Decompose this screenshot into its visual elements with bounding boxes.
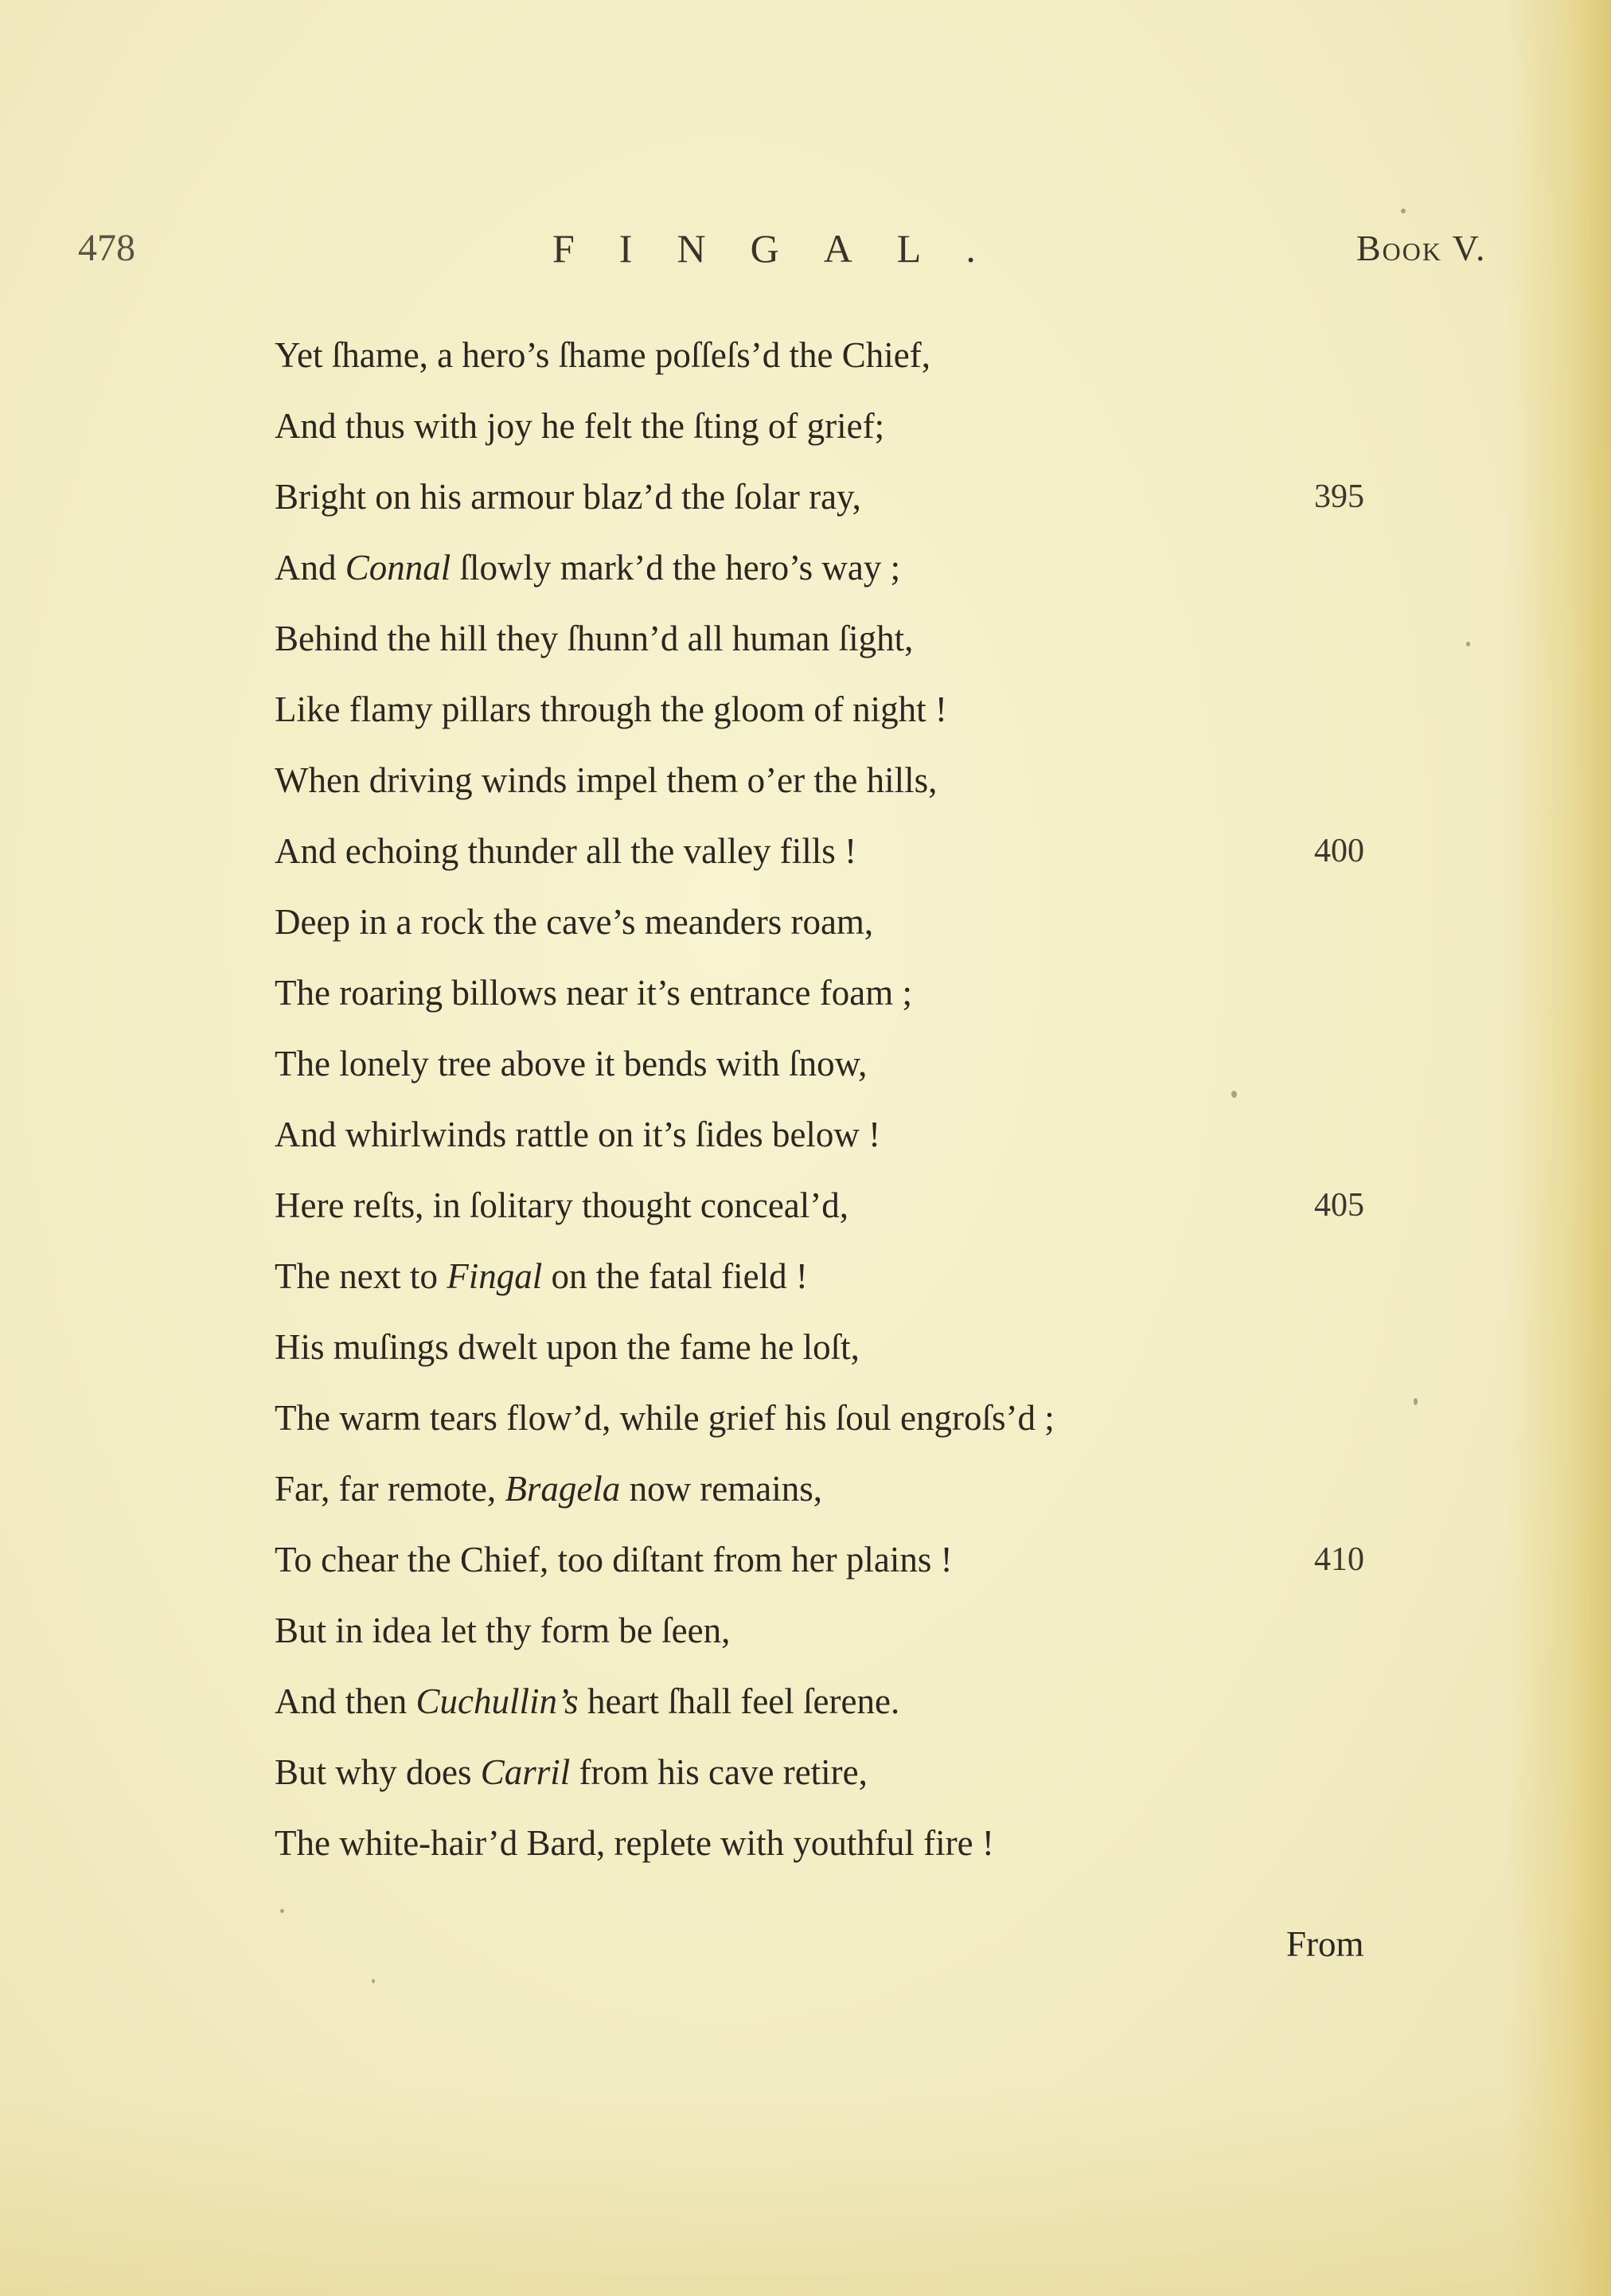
text-segment: But why does	[275, 1752, 481, 1792]
text-segment: To chear the Chief, too diſtant from her plains !	[275, 1540, 953, 1579]
verse-line-text	[275, 674, 947, 745]
verse-line	[275, 1595, 1405, 1666]
ink-speck	[1231, 1091, 1237, 1098]
verse-line	[275, 745, 1405, 816]
line-number: 405	[1314, 1187, 1364, 1224]
verse-line-text	[275, 958, 912, 1029]
verse-line	[275, 391, 1405, 462]
text-segment: And whirlwinds rattle on it’s ſides below !	[275, 1115, 881, 1154]
verse-line-text	[275, 887, 873, 958]
italic-name: Carril	[480, 1752, 571, 1792]
text-segment: And thus with joy he felt the ſting of grief;	[275, 406, 885, 446]
verse-line	[275, 1737, 1405, 1808]
text-segment: Behind the hill they ſhunn’d all human ſight,	[275, 619, 914, 658]
verse-line	[275, 1241, 1405, 1312]
text-segment: The roaring billows near it’s entrance foam ;	[275, 973, 912, 1013]
line-number: 410	[1314, 1541, 1364, 1578]
text-segment: on the fatal field !	[542, 1256, 808, 1296]
verse-line-text	[275, 1454, 822, 1525]
italic-name: Cuchullin’s	[415, 1681, 579, 1721]
verse-line-text	[275, 1595, 730, 1666]
text-segment: But in idea let thy form be ſeen,	[275, 1611, 731, 1650]
page-bottom-shading	[0, 2089, 1611, 2296]
text-segment: The next to	[275, 1256, 447, 1296]
verse-line-text	[275, 603, 913, 674]
verse-line-text	[275, 1170, 848, 1241]
verse-line-text	[275, 1737, 868, 1808]
book-label: Book V.	[1356, 228, 1487, 268]
verse-line	[275, 958, 1405, 1029]
verse-line-text	[275, 320, 930, 391]
verse-line	[275, 1383, 1405, 1454]
running-title: FINGAL.	[552, 226, 1020, 271]
verse-line-text	[275, 1808, 994, 1879]
text-segment: Yet ſhame, a hero’s ſhame poſſeſs’d the Chief,	[275, 335, 930, 375]
verse-line	[275, 1454, 1405, 1525]
italic-name: Bragela	[505, 1469, 621, 1509]
text-segment: The white-hair’d Bard, replete with youthful fire !	[275, 1823, 994, 1863]
line-number: 395	[1314, 478, 1364, 515]
verse-line	[275, 533, 1405, 603]
text-segment: And then	[275, 1681, 416, 1721]
verse-line-text	[275, 1383, 1055, 1454]
verse-line-text	[275, 462, 861, 533]
text-segment: The lonely tree above it bends with ſnow,	[275, 1044, 868, 1084]
text-segment: Here reſts, in ſolitary thought conceal’d,	[275, 1185, 849, 1225]
text-segment: Like flamy pillars through the gloom of night !	[275, 689, 947, 729]
ink-speck	[372, 1979, 375, 1983]
italic-name: Fingal	[447, 1256, 543, 1296]
ink-speck	[1414, 1398, 1418, 1405]
text-segment: heart ſhall feel ſerene.	[578, 1681, 900, 1721]
verse-line-text	[275, 1666, 899, 1737]
page-number: 478	[78, 227, 135, 269]
verse-line	[275, 1666, 1405, 1737]
verse-line-text	[275, 1029, 867, 1099]
text-segment: Deep in a rock the cave’s meanders roam,	[275, 902, 874, 942]
text-segment: And	[275, 548, 345, 588]
text-segment: now remains,	[620, 1469, 823, 1509]
verse-block	[275, 320, 1405, 1879]
verse-line	[275, 1099, 1405, 1170]
verse-line-text	[275, 745, 937, 816]
verse-line	[275, 1029, 1405, 1099]
ink-speck	[1401, 209, 1406, 213]
text-segment: His muſings dwelt upon the fame he loſt,	[275, 1327, 860, 1367]
text-segment: ſlowly mark’d the hero’s way ;	[451, 548, 901, 588]
text-segment: Bright on his armour blaz’d the ſolar ray,	[275, 477, 861, 517]
verse-line-text	[275, 1241, 808, 1312]
page-edge-shading	[1508, 0, 1611, 2296]
verse-line	[275, 1170, 1405, 1241]
verse-line	[275, 816, 1405, 887]
verse-line	[275, 603, 1405, 674]
verse-line	[275, 1808, 1405, 1879]
text-segment: When driving winds impel them o’er the hills,	[275, 760, 938, 800]
verse-line-text	[275, 1312, 860, 1383]
text-segment: from his cave retire,	[570, 1752, 868, 1792]
ink-speck	[280, 1909, 284, 1913]
verse-line	[275, 1525, 1405, 1595]
verse-line	[275, 462, 1405, 533]
ink-speck	[1466, 642, 1470, 646]
verse-line-text	[275, 533, 900, 603]
line-number: 400	[1314, 833, 1364, 869]
verse-line	[275, 674, 1405, 745]
verse-line-text	[275, 816, 856, 887]
verse-line	[275, 1312, 1405, 1383]
verse-line	[275, 887, 1405, 958]
text-segment: And echoing thunder all the valley fills !	[275, 831, 857, 871]
catchword: From	[1286, 1924, 1364, 1964]
verse-line-text	[275, 1099, 880, 1170]
verse-line-text	[275, 391, 884, 462]
verse-line-text	[275, 1525, 953, 1595]
verse-line	[275, 320, 1405, 391]
text-segment: Far, far remote,	[275, 1469, 505, 1509]
italic-name: Connal	[345, 548, 451, 588]
text-segment: The warm tears flow’d, while grief his ſoul engroſs’d ;	[275, 1398, 1055, 1438]
